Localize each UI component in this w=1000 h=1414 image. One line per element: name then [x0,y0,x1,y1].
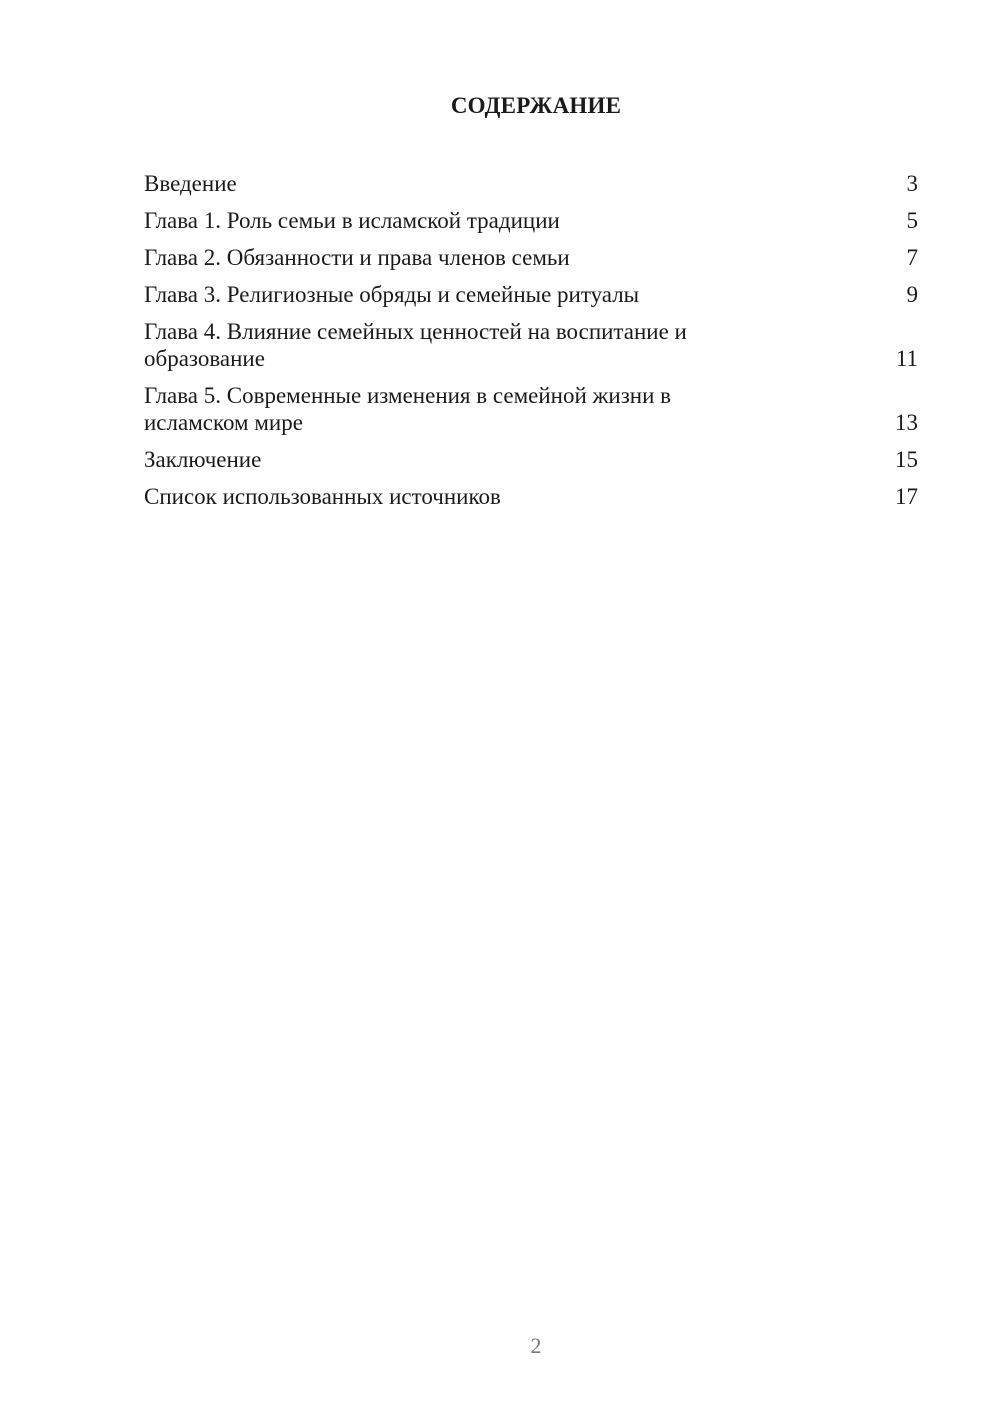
toc-entry-conclusion [144,446,918,474]
toc-entry-title-line: Список использованных источников [144,484,501,509]
toc-entry-title [144,170,907,198]
toc-entry-page: 13 [895,410,918,435]
toc-entry-title-line: Введение [144,171,237,196]
toc-entry-page: 9 [906,282,918,307]
toc-entry-introduction [144,170,918,198]
toc-entry-title [144,207,907,235]
toc-entry-title-line: Глава 4. Влияние семейных ценностей на воспитание и [144,319,687,344]
page-title: СОДЕРЖАНИЕ [450,93,622,118]
toc-entry-title-line: исламском мире [144,410,303,435]
toc-entry-title [144,446,895,474]
toc-entry-page: 3 [906,171,918,196]
toc-entry-title [144,483,895,511]
toc-entry-title [144,318,896,372]
toc-entry-title-line: Глава 1. Роль семьи в исламской традиции [144,208,560,233]
toc-entry-references [144,483,918,511]
toc-entry-title [144,382,895,436]
toc-entry-title-line: образование [144,346,265,371]
toc-entry-page: 17 [895,484,918,509]
toc-entry-title [144,281,907,309]
toc-entry-chapter-1 [144,207,918,235]
toc-entry-title-line: Глава 2. Обязанности и права членов семьи [144,245,570,270]
toc-entry-chapter-4 [144,318,918,372]
toc-entry-page: 15 [895,447,918,472]
toc-entry-chapter-2 [144,244,918,272]
toc-entry-title-line: Глава 5. Современные изменения в семейной жизни в [144,383,672,408]
page-number: 2 [530,1333,542,1358]
toc-entry-chapter-3 [144,281,918,309]
toc-entry-title-line: Глава 3. Религиозные обряды и семейные ритуалы [144,282,640,307]
toc-entry-page: 11 [895,346,918,371]
table-of-contents [144,170,918,520]
toc-entry-chapter-5 [144,382,918,436]
toc-entry-title-line: Заключение [144,447,262,472]
toc-entry-page: 7 [906,245,918,270]
toc-entry-page: 5 [906,208,918,233]
toc-entry-title [144,244,907,272]
